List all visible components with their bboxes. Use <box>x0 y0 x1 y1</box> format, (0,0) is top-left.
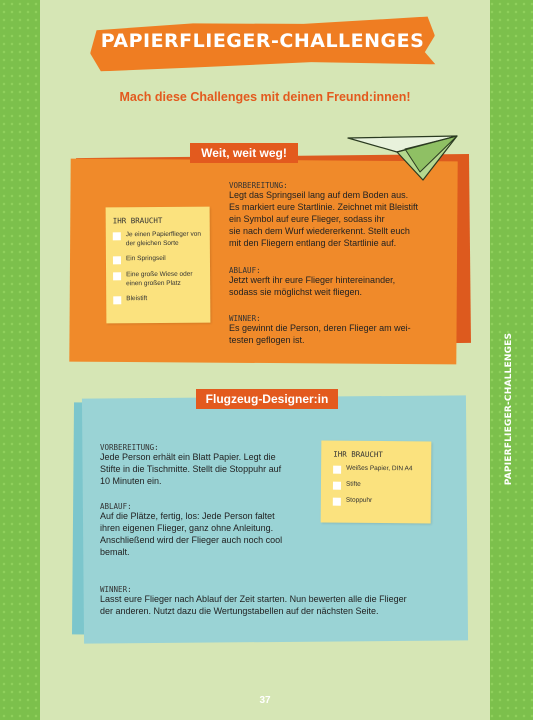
challenge2-title-label <box>196 389 338 409</box>
section-heading: WINNER: <box>100 585 132 594</box>
challenge1-ablauf <box>229 266 459 299</box>
section-heading: ABLAUF: <box>100 502 132 511</box>
checkbox[interactable] <box>113 272 121 280</box>
materials-heading: IHR BRAUCHT <box>112 215 163 226</box>
materials-item: Je einen Papierflieger von der gleichen Sorte <box>113 231 203 249</box>
challenge2-ablauf <box>100 502 315 559</box>
section-text: Es gewinnt die Person, deren Flieger am wei- testen geflogen ist. <box>229 323 411 345</box>
checkbox[interactable] <box>113 297 121 305</box>
materials-item: Bleistift <box>113 295 203 305</box>
challenge2-winner <box>100 585 445 618</box>
challenge1-winner <box>229 314 459 347</box>
section-text: Jetzt werft ihr eure Flieger hintereinander, sodass sie möglichst weit fliegen. <box>229 275 396 297</box>
section-text: Auf die Plätze, fertig, los: Jede Person faltet ihren eigenen Flieger, ganz ohne Anleitung. Anschließend wird der Flieger auch noch cool bemalt. <box>100 511 283 557</box>
checkbox[interactable] <box>113 256 121 264</box>
sidebar-label: PAPIERFLIEGER-CHALLENGES <box>504 332 514 486</box>
section-heading: ABLAUF: <box>229 266 261 275</box>
page-number: 37 <box>259 695 271 706</box>
challenge2-vorbereitung <box>100 443 315 488</box>
page-subtitle: Mach diese Challenges mit deinen Freund:innen! <box>119 90 411 104</box>
materials-item: Ein Springseil <box>113 255 203 265</box>
section-text: Legt das Springseil lang auf dem Boden aus. Es markiert eure Startlinie. Zeichnet mit Bleistift ein Symbol auf eure Flieger, sodass ihr sie nach dem Wurf wiedererkennt. Stellt euch mit den Fliegern entlang der Startlinie auf. <box>229 190 419 248</box>
section-heading: VORBEREITUNG: <box>100 443 159 452</box>
materials-item: Weißes Papier, DIN A4 <box>333 465 419 475</box>
materials-heading: IHR BRAUCHT <box>333 449 383 460</box>
checkbox[interactable] <box>333 498 341 506</box>
checkbox[interactable] <box>333 466 341 474</box>
page-title: PAPIERFLIEGER-CHALLENGES <box>100 30 425 52</box>
section-text: Lasst eure Flieger nach Ablauf der Zeit starten. Nun bewerten alle die Flieger der anderen. Nutzt dazu die Wertungstabellen auf der nächsten Seite. <box>100 594 407 616</box>
section-heading: WINNER: <box>229 314 261 323</box>
challenge1-materials-note <box>106 207 211 324</box>
paper-plane-icon <box>345 130 465 185</box>
section-heading: VORBEREITUNG: <box>229 181 288 190</box>
challenge2-title: Flugzeug-Designer:in <box>205 392 329 406</box>
challenge2-materials-note <box>321 441 432 524</box>
section-text: Jede Person erhält ein Blatt Papier. Legt die Stifte in die Tischmitte. Stellt die Stoppuhr auf 10 Minuten ein. <box>100 452 282 486</box>
challenge1-vorbereitung <box>229 181 459 250</box>
challenge1-title-label <box>190 143 298 163</box>
checkbox[interactable] <box>333 482 341 490</box>
materials-item: Eine große Wiese oder einen großen Platz <box>113 271 203 289</box>
checkbox[interactable] <box>113 232 121 240</box>
materials-item: Stoppuhr <box>333 497 419 507</box>
materials-item: Stifte <box>333 481 419 491</box>
challenge1-title: Weit, weit weg! <box>201 146 287 160</box>
